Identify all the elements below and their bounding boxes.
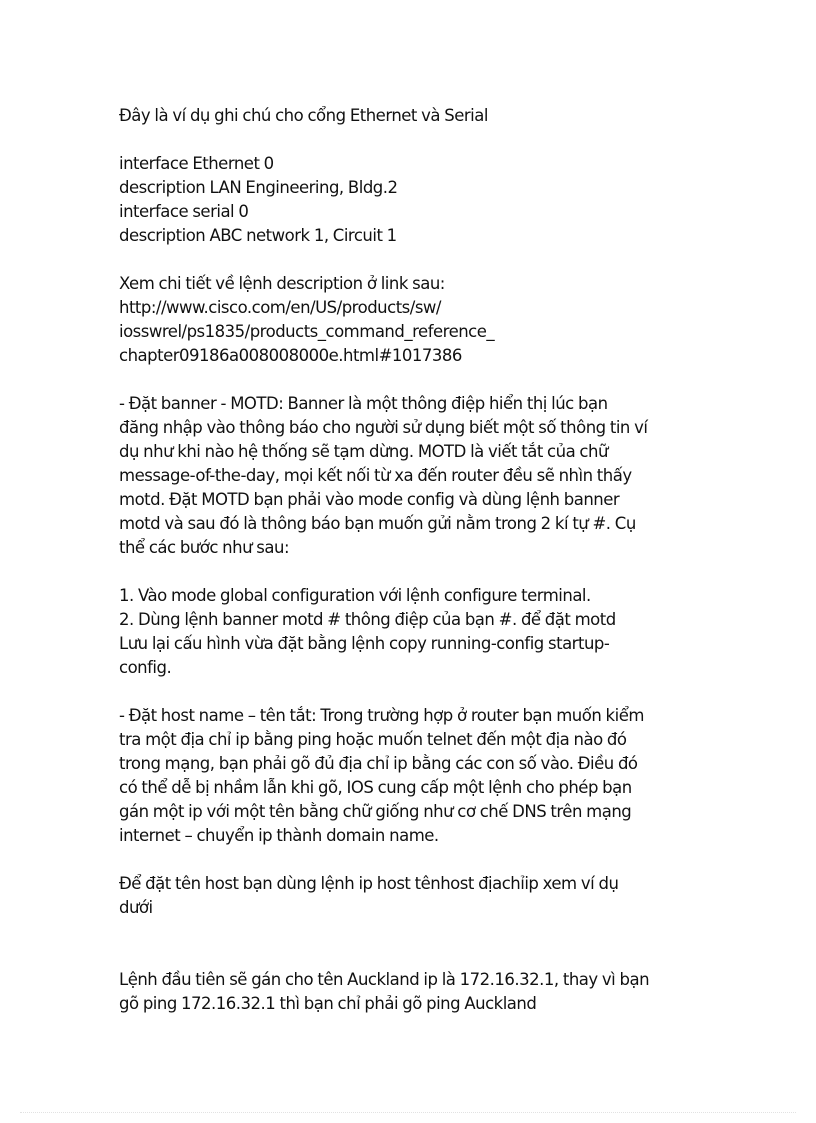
- text-line: dụ như khi nào hệ thống sẽ tạm dừng. MOTD là viết tắt của chữ: [119, 442, 608, 461]
- link-line: chapter09186a008008000e.html#1017386: [119, 346, 462, 365]
- text-line: có thể dễ bị nhầm lẫn khi gõ, IOS cung cấp một lệnh cho phép bạn: [119, 778, 632, 797]
- text-line: Xem chi tiết về lệnh description ở link sau:: [119, 274, 445, 293]
- text-line: description ABC network 1, Circuit 1: [119, 226, 397, 245]
- text-line: internet – chuyển ip thành domain name.: [119, 826, 439, 845]
- text-line: message-of-the-day, mọi kết nối từ xa đến router đều sẽ nhìn thấy: [119, 466, 632, 485]
- text-line: interface serial 0: [119, 202, 249, 221]
- text-line: Lưu lại cấu hình vừa đặt bằng lệnh copy running-config startup-: [119, 634, 610, 653]
- text-line: interface Ethernet 0: [119, 154, 274, 173]
- text-line: trong mạng, bạn phải gõ đủ địa chỉ ip bằng các con số vào. Điều đó: [119, 754, 638, 773]
- host-name-paragraph: [119, 704, 719, 848]
- text-line: - Đặt banner - MOTD: Banner là một thông điệp hiển thị lúc bạn: [119, 394, 608, 413]
- list-item: 2. Dùng lệnh banner motd # thông điệp của bạn #. để đặt motd: [119, 610, 616, 629]
- text-line: description LAN Engineering, Bldg.2: [119, 178, 398, 197]
- text-line: gán một ip với một tên bằng chữ giống như cơ chế DNS trên mạng: [119, 802, 632, 821]
- ip-host-paragraph: [119, 872, 719, 920]
- text-line: Đây là ví dụ ghi chú cho cổng Ethernet và Serial: [119, 106, 488, 125]
- text-line: motd và sau đó là thông báo bạn muốn gửi nằm trong 2 kí tự #. Cụ: [119, 514, 636, 533]
- banner-motd-paragraph: [119, 392, 719, 560]
- page-bottom-edge: [20, 1112, 796, 1113]
- intro-paragraph: [119, 104, 719, 128]
- text-line: Lệnh đầu tiên sẽ gán cho tên Auckland ip là 172.16.32.1, thay vì bạn: [119, 970, 650, 989]
- text-line: đăng nhập vào thông báo cho người sử dụng biết một số thông tin ví: [119, 418, 648, 437]
- text-line: config.: [119, 658, 172, 677]
- document-body: [119, 104, 719, 1016]
- link-line: iosswrel/ps1835/products_command_reference_: [119, 322, 495, 341]
- text-line: thể các bước như sau:: [119, 538, 290, 557]
- link-line: http://www.cisco.com/en/US/products/sw/: [119, 298, 441, 317]
- text-line: dưới: [119, 898, 153, 917]
- list-item: 1. Vào mode global configuration với lệnh configure terminal.: [119, 586, 591, 605]
- auckland-paragraph: [119, 968, 719, 1016]
- config-example: [119, 152, 719, 248]
- banner-steps-list: [119, 584, 719, 680]
- text-line: Để đặt tên host bạn dùng lệnh ip host tênhost địachỉip xem ví dụ: [119, 874, 619, 893]
- text-line: tra một địa chỉ ip bằng ping hoặc muốn telnet đến một địa nào đó: [119, 730, 627, 749]
- text-line: motd. Đặt MOTD bạn phải vào mode config và dùng lệnh banner: [119, 490, 620, 509]
- text-line: gõ ping 172.16.32.1 thì bạn chỉ phải gõ ping Auckland: [119, 994, 537, 1013]
- reference-link-paragraph: [119, 272, 719, 368]
- text-line: - Đặt host name – tên tắt: Trong trường hợp ở router bạn muốn kiểm: [119, 706, 644, 725]
